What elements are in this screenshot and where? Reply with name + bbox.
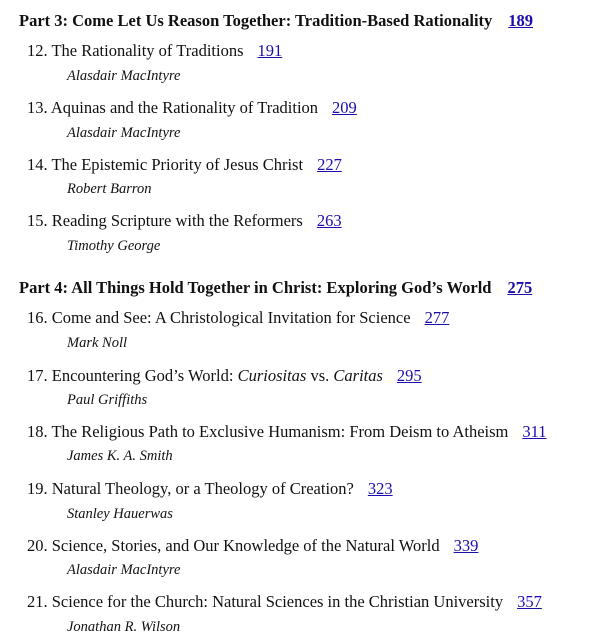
- entry-16-author: Mark Noll: [67, 335, 128, 351]
- entry-15-page-link[interactable]: 263: [316, 211, 342, 230]
- entry-13-page-link[interactable]: 209: [332, 98, 357, 117]
- toc-entry-14: [27, 155, 342, 175]
- entry-18-page-link[interactable]: 311: [522, 422, 547, 441]
- entry-19-page-link[interactable]: 323: [367, 479, 393, 498]
- entry-18-author: James K. A. Smith: [67, 448, 173, 464]
- part-title: Part 3: Come Let Us Reason Together: Tradition-Based Rationality: [19, 11, 493, 30]
- entry-12-author: Alasdair MacIntyre: [67, 68, 181, 84]
- entry-17-author: Paul Griffiths: [67, 392, 148, 408]
- entry-title-emphasis: Caritas: [333, 366, 383, 385]
- part-title: Part 4: All Things Hold Together in Christ: Exploring God’s World: [19, 278, 492, 297]
- entry-title: 16. Come and See: A Christological Invitation for Science: [27, 308, 411, 327]
- entry-19-author: Stanley Hauerwas: [67, 506, 173, 522]
- entry-title-emphasis: Curiositas: [237, 366, 307, 385]
- entry-title-middle: vs.: [306, 366, 334, 385]
- toc-entry-17: [27, 366, 422, 386]
- entry-21-author: Jonathan R. Wilson: [67, 619, 181, 635]
- entry-title: 14. The Epistemic Priority of Jesus Christ: [27, 155, 304, 174]
- entry-title: 18. The Religious Path to Exclusive Humanism: From Deism to Atheism: [27, 422, 509, 441]
- entry-21-page-link[interactable]: 357: [517, 592, 542, 611]
- entry-title-prefix: 17. Encountering God’s World:: [27, 366, 238, 385]
- entry-20-author: Alasdair MacIntyre: [67, 562, 181, 578]
- toc-entry-13: [27, 98, 357, 118]
- part-3-page-link[interactable]: 189: [508, 11, 534, 30]
- entry-title: 21. Science for the Church: Natural Sciences in the Christian University: [27, 592, 504, 611]
- toc-entry-15: [27, 211, 342, 231]
- entry-12-page-link[interactable]: 191: [257, 41, 283, 60]
- entry-title: 13. Aquinas and the Rationality of Tradition: [27, 98, 319, 117]
- entry-20-page-link[interactable]: 339: [453, 536, 479, 555]
- entry-title: 20. Science, Stories, and Our Knowledge of the Natural World: [27, 536, 440, 555]
- toc-entry-18: [27, 422, 547, 442]
- entry-16-page-link[interactable]: 277: [424, 308, 450, 327]
- part-3-heading: [19, 11, 533, 31]
- entry-title: 12. The Rationality of Traditions: [27, 41, 244, 60]
- entry-14-page-link[interactable]: 227: [317, 155, 342, 174]
- part-4-page-link[interactable]: 275: [507, 278, 533, 297]
- part-4-heading: [19, 278, 532, 298]
- entry-title: 15. Reading Scripture with the Reformers: [27, 211, 303, 230]
- toc-entry-19: [27, 479, 393, 499]
- entry-13-author: Alasdair MacIntyre: [67, 125, 181, 141]
- toc-entry-21: [27, 592, 542, 612]
- entry-14-author: Robert Barron: [67, 181, 152, 197]
- entry-15-author: Timothy George: [67, 238, 161, 254]
- toc-entry-16: [27, 308, 449, 328]
- entry-17-page-link[interactable]: 295: [396, 366, 422, 385]
- entry-title: 19. Natural Theology, or a Theology of Creation?: [27, 479, 354, 498]
- toc-entry-20: [27, 536, 478, 556]
- toc-entry-12: [27, 41, 282, 61]
